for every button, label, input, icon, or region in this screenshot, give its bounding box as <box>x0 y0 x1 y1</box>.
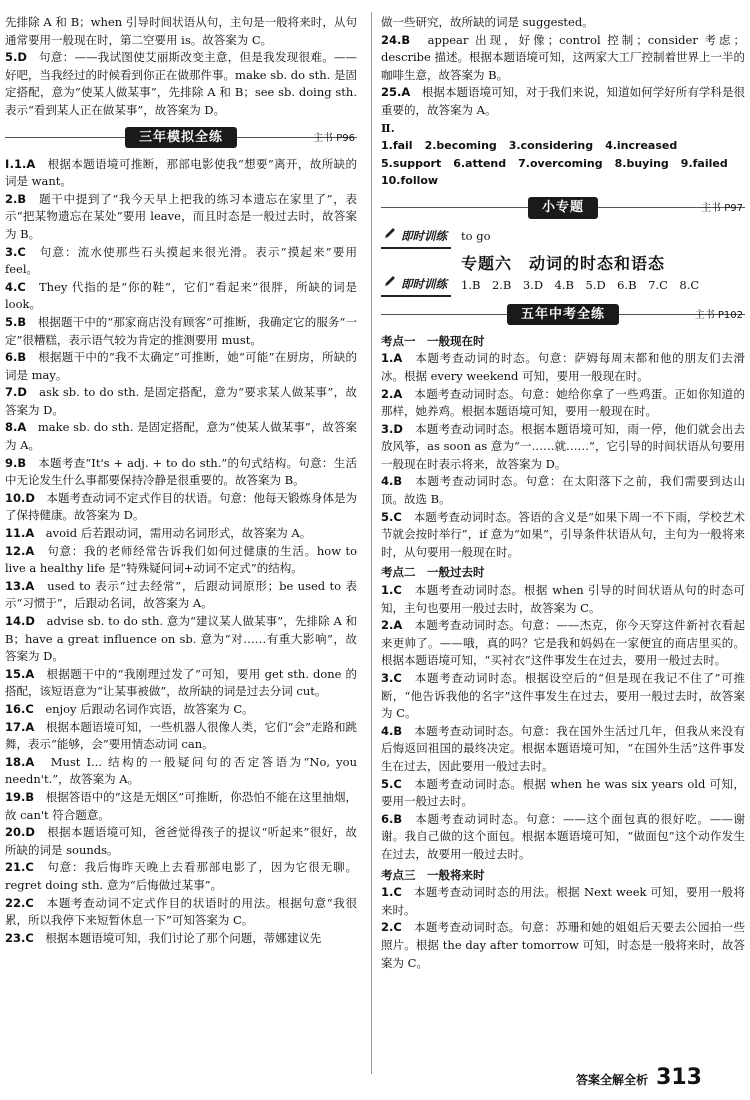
column-divider <box>371 12 372 1074</box>
answer-item: 7.D ask sb. to do sth. 是固定搭配，意为“要求某人做某事”，故答案为 D。 <box>5 385 357 417</box>
answer-item: 2.C 本题考查动词时态。句意：苏珊和她的姐姐后天要去公园拍一些照片。根据 the day after tomorrow 可知，时态是一般将来时，故答案为 C。 <box>381 920 746 970</box>
answer-item: 3.C 本题考查动词时态。根据设空后的“但是现在我记不住了”可推断，“他告诉我他的名字”这件事发生在过去，要用一般过去时，故答案为 C。 <box>381 671 745 721</box>
answer-item: 14.D advise sb. to do sth. 意为“建议某人做某事”，先排除 A 和 B；have a great influence on sb. 意为“对……有重大影响”，故答案为 D。 <box>5 614 358 664</box>
answer-item: 1.C 本题考查动词时态的用法。根据 Next week 可知，要用一般将来时。 <box>381 885 745 917</box>
left-continued-item: 先排除 A 和 B；when 引导时间状语从句，主句是一般将来时，从句通常要用一般现在时，第二空要用 is。故答案为 C。 <box>5 15 357 47</box>
section-banner-three-year <box>5 124 357 152</box>
answer-item: 3.D 本题考查动词时态。根据本题语境可知，雨一停，他们就会出去放风筝，as soon as 意为“一……就……”，它引导的时间状语从句要用一般现在时表示将来，故答案为 D。 <box>381 421 745 471</box>
fill-answer: 5.support <box>381 156 442 170</box>
fill-answer: 6.attend <box>453 156 507 170</box>
fill-answer: 3.considering <box>508 139 594 153</box>
answer-item: 6.B 本题考查动词时态。句意：——这个面包真的很好吃。——谢谢。我自己做的这个面包。根据本题语境可知，“做面包”这个动作发生在过去，故要用一般过去时。 <box>381 811 746 861</box>
kaodian-1-title: 考点一 一般现在时 <box>381 333 485 348</box>
page-number: 313 <box>656 1065 702 1090</box>
kaodian-1-list <box>381 350 745 561</box>
answer-item: 9.B 本题考查“It's + adj. + to do sth.”的句式结构。句意：生活中无论发生什么事都要保持冷静是很重要的。故答案为 B。 <box>5 455 357 488</box>
fill-answer: 9.failed <box>680 156 728 170</box>
training-answers: 1.B 2.B 3.D 4.B 5.D 6.B 7.C 8.C <box>461 277 700 292</box>
fill-answer: 10.follow <box>381 174 439 188</box>
answer-item: 1.C 本题考查动词时态。根据 when 引导的时间状语从句的时态可知，主句也要用一般过去时，故答案为 C。 <box>381 583 746 615</box>
banner-reference: 主书 P96 <box>313 132 355 144</box>
kaodian-3-list <box>381 884 745 972</box>
kaodian-3-title: 考点三 一般将来时 <box>381 867 485 882</box>
answer-item: 23.C 根据本题语境可知，我们讨论了那个问题，蒂娜建议先 <box>5 930 322 945</box>
answer-item: 16.C enjoy 后跟动名词作宾语，故答案为 C。 <box>5 701 254 716</box>
answer-item: 2.A 本题考查动词时态。句意：她给你拿了一些鸡蛋。正如你知道的那样，她养鸡。根据本题语境可知，要用一般现在时。 <box>381 386 746 419</box>
answer-item: 17.A 根据本题语境可知，一些机器人很像人类，它们“会”走路和跳舞，表示“能够，会”要用情态动词 can。 <box>5 719 357 752</box>
right-item-25a: 25.A 根据本题语境可知，对于我们来说，知道如何学好所有学科是很重要的，故答案为 A。 <box>381 85 746 117</box>
banner-title: 小专题 <box>528 197 598 219</box>
answer-item: 3.C 句意：流水使那些石头摸起来很光滑。表示“摸起来”要用 feel。 <box>5 244 358 277</box>
training-answer: to go <box>461 229 491 244</box>
fill-answer: 1.fail <box>381 139 413 153</box>
answer-item: 20.D 根据本题语境可知，爸爸觉得孩子的提议“听起来”很好，故所缺的词是 sounds。 <box>5 825 357 857</box>
page-footer <box>576 1065 702 1090</box>
answer-item: 2.A 本题考查动词时态。句意：——杰克，你今天穿这件新衬衣看起来更帅了。——哦，真的吗？它是我和妈妈在一家便宜的商店里买的。根据本题语境可知，“买衬衣”这件事发生在过去，要用一般过去时。 <box>381 618 746 668</box>
left-answer-list <box>5 156 357 948</box>
answer-item: 12.A 句意：我的老师经常告诉我们如何过健康的生活。how to live a healthy life 是“特殊疑问词+动词不定式”的结构。 <box>5 543 358 576</box>
right-column <box>381 14 745 972</box>
answer-item: 8.A make sb. do sth. 是固定搭配，意为“使某人做某事”，故答案为 A。 <box>5 420 358 453</box>
banner-reference: 主书 P97 <box>701 202 743 214</box>
section-ii-answers: Ⅱ. 1.fail 2.becoming 3.considering 4.increased 5.support 6.attend 7.overcoming 8.buying 9.failed 10.follow <box>381 120 745 190</box>
instant-training-2: 即时训练 1.B 2.B 3.D 4.B 5.D 6.B 7.C 8.C <box>381 274 745 297</box>
answer-item: 18.A Must I... 结构的一般疑问句的否定答语为“No, you needn't.”，故答案为 A。 <box>5 754 358 787</box>
footer-label: 答案全解全析 <box>576 1073 649 1087</box>
answer-item: 5.B 根据题干中的“那家商店没有顾客”可推断，我确定它的服务“一定”很糟糕，表示语气较为肯定的推测要用 must。 <box>5 314 357 347</box>
answer-item: 21.C 句意：我后悔昨天晚上去看那部电影了，因为它很无聊。regret doing sth. 意为“后悔做过某事”。 <box>5 860 358 892</box>
answer-item: 5.C 本题考查动词时态。答语的含义是“如果下周一不下雨，学校艺术节就会按时举行”，if 意为“如果”，引导条件状语从句，主句为一般将来时，从句要用一般现在时。 <box>381 509 745 559</box>
section-banner-five-year <box>381 301 745 329</box>
answer-item: 13.A used to 表示“过去经常”，后跟动词原形；be used to 表示“习惯于”，后跟动名词，故答案为 A。 <box>5 578 357 611</box>
kaodian-2-title: 考点二 一般过去时 <box>381 565 485 580</box>
banner-title: 五年中考全练 <box>507 304 619 326</box>
answer-item: 15.A 根据题干中的“我刚理过发了”可知，要用 get sth. done 的搭配，该短语意为“让某事被做”，故所缺的词是过去分词 cut。 <box>5 666 358 699</box>
answer-item: 19.B 根据答语中的“这是无烟区”可推断，你恐怕不能在这里抽烟，故 can't 符合题意。 <box>5 789 357 822</box>
section-banner-small-topic <box>381 194 745 222</box>
fill-answer: 8.buying <box>614 156 669 170</box>
left-column <box>5 14 357 947</box>
answer-item: 22.C 本题考查动词不定式作目的状语时的用法。根据句意“我很累，所以我停下来短暂休息一下”可知答案为 C。 <box>5 895 357 928</box>
answer-item: Ⅰ.1.A 根据本题语境可推断，那部电影使我“想要”离开，故所缺的词是 want。 <box>5 156 357 189</box>
answer-item: 4.C They 代指的是“你的鞋”，它们“看起来”很胖，所缺的词是 look。 <box>5 279 357 312</box>
right-continued-item: 做一些研究，故所缺的词是 suggested。 <box>381 15 594 29</box>
banner-reference: 主书 P102 <box>694 309 743 321</box>
answer-item: 2.B 题干中提到了“我今天早上把我的练习本遗忘在家里了”，表示“把某物遗忘在某处”要用 leave，而且时态是一般过去时，故答案为 B。 <box>5 191 357 241</box>
pencil-icon <box>383 226 397 240</box>
fill-answer: 2.becoming <box>424 139 497 153</box>
fill-answer: 7.overcoming <box>518 156 603 170</box>
topic-title: 专题六 动词的时态和语态 <box>460 253 665 273</box>
answer-item: 1.A 本题考查动词的时态。句意：萨姆每周末都和他的朋友们去滑冰。根据 every weekend 可知，要用一般现在时。 <box>381 351 746 383</box>
answer-item: 6.B 根据题干中的“我不太确定”可推断，她“可能”在厨房，所缺的词是 may。 <box>5 350 358 382</box>
right-item-24b: 24.B appear 出现，好像；control 控制；consider 考虑；describe 描述。根据本题语境可知，这两家大工厂控制着世界上一半的咖啡生意，故答案为 B。 <box>381 32 746 82</box>
fill-answer: 4.increased <box>605 139 678 153</box>
answer-item: 5.C 本题考查动词时态。根据 when he was six years old 可知，要用一般过去时。 <box>381 776 746 809</box>
answer-item: 10.D 本题考查动词不定式作目的状语。句意：他每天锻炼身体是为了保持健康。故答案为 D。 <box>5 490 358 523</box>
answer-item: 4.B 本题考查动词时态。句意：在太阳落下之前，我们需要到达山顶。故选 B。 <box>381 474 746 507</box>
section-ii-grid <box>381 137 745 190</box>
banner-title: 三年模拟全练 <box>125 127 237 149</box>
answer-item: 11.A avoid 后若跟动词，需用动名词形式，故答案为 A。 <box>5 526 312 541</box>
kaodian-2-list <box>381 582 745 864</box>
answer-item: 4.B 本题考查动词时态。句意：我在国外生活过几年，但我从来没有后悔返回祖国的最终决定。根据本题语境可知，“在国外生活”这件事发生在过去，因此要用一般过去时。 <box>381 723 746 773</box>
instant-training-1: 即时训练 to go <box>381 226 745 249</box>
left-item-5d: 5.D 句意：——我试图使艾丽斯改变主意，但是我发现很难。——好吧，当我经过的时候看到你正在做那件事。make sb. do sth. 是固定搭配，意为“使某人做某事”，先排除 A 和 B；see sb. doing sth. 表示“看到某人正在做某事”，故答案为 D。 <box>5 50 358 117</box>
pencil-icon <box>383 274 397 288</box>
